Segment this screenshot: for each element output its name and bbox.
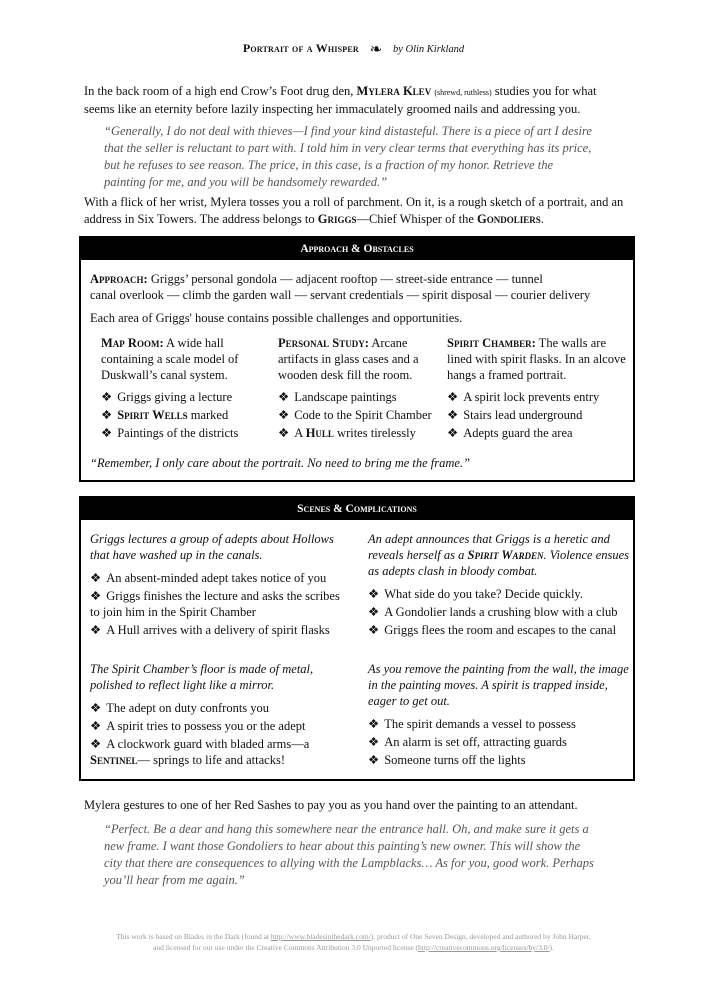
list-item-text: Stairs lead underground xyxy=(463,408,583,422)
footer-line-2 xyxy=(0,942,707,953)
spirit-wells-term: Spirit Wells xyxy=(117,408,188,422)
footer-line-1 xyxy=(0,931,707,942)
scene-intro-text-end: . Violence ensues as adepts clash in bloody combat. xyxy=(368,548,630,578)
chamber-desc xyxy=(447,335,627,385)
bullet-icon: ❖ xyxy=(368,735,380,749)
scene-intro-text: An adept announces that Griggs is a heretic and reveals herself as a xyxy=(368,532,610,562)
list-item xyxy=(90,718,352,734)
list-item-text: A spirit lock prevents entry xyxy=(463,390,600,404)
list-item-text: Adepts guard the area xyxy=(463,426,573,440)
list-item xyxy=(101,389,273,405)
blades-link[interactable]: http://www.bladesinthedark.com/ xyxy=(270,932,371,941)
sentinel-term: Sentinel xyxy=(90,753,138,767)
scene-heretic xyxy=(368,531,630,638)
study-text: Arcane artifacts in glass cases and a wooden desk fill the room. xyxy=(278,336,419,382)
list-item-text: A spirit tries to possess you or the adept xyxy=(106,719,306,733)
list-item xyxy=(368,622,630,638)
list-item-text-end: writes tirelessly xyxy=(333,426,416,440)
list-item-text: The adept on duty confronts you xyxy=(106,701,270,715)
npc-name: Mylera Klev xyxy=(356,84,432,98)
list-item xyxy=(368,716,630,732)
bullet-icon: ❖ xyxy=(101,408,113,422)
map-room-column xyxy=(101,335,273,441)
bullet-icon: ❖ xyxy=(90,589,102,603)
bullet-icon: ❖ xyxy=(368,587,380,601)
bullet-icon: ❖ xyxy=(90,571,102,585)
list-item-text: Griggs giving a lecture xyxy=(117,390,233,404)
bullet-icon: ❖ xyxy=(447,390,459,404)
list-item-text: A xyxy=(294,426,306,440)
list-item xyxy=(90,736,352,768)
footer-text: ), product of One Seven Design, developed and authored by John Harper, xyxy=(370,932,591,941)
list-item xyxy=(368,734,630,750)
list-item xyxy=(90,622,352,638)
list-item-text: Landscape paintings xyxy=(294,390,397,404)
list-item xyxy=(447,389,627,405)
bullet-icon: ❖ xyxy=(368,605,380,619)
bullet-icon: ❖ xyxy=(278,408,290,422)
scene-intro xyxy=(368,531,630,579)
scene-intro: The Spirit Chamber’s floor is made of metal, polished to reflect light like a mirror. xyxy=(90,662,314,692)
list-item-text: Griggs finishes the lecture and asks the scribes to join him in the Spirit Chamber xyxy=(90,589,340,619)
scene-lecture xyxy=(90,531,352,638)
intro-text-end: studies you for what seems like an eternity before lazily inspecting her immaculately groomed nails and addressing you. xyxy=(84,84,597,116)
approach-box xyxy=(79,236,635,482)
study-label: Personal Study: xyxy=(278,336,369,350)
chamber-label: Spirit Chamber: xyxy=(447,336,536,350)
approach-label: Approach: xyxy=(90,272,148,286)
scene-intro: As you remove the painting from the wall, the image in the painting moves. A spirit is trapped inside, eager to get out. xyxy=(368,662,629,708)
parchment-paragraph xyxy=(84,194,624,228)
parchment-text: With a flick of her wrist, Mylera tosses you a roll of parchment. On it, is a rough sketch of a portrait, and an address in Six Towers. The address belongs to xyxy=(84,195,624,226)
spirit-warden-term: Spirit Warden xyxy=(467,548,544,562)
list-item xyxy=(278,389,450,405)
map-room-desc xyxy=(101,335,273,385)
list-item-text: Griggs flees the room and escapes to the canal xyxy=(384,623,617,637)
list-item-text: A Hull arrives with a delivery of spirit flasks xyxy=(106,623,330,637)
scene-chamber-floor xyxy=(90,661,352,768)
study-column xyxy=(278,335,450,441)
study-desc xyxy=(278,335,450,385)
bullet-icon: ❖ xyxy=(101,426,113,440)
bullet-icon: ❖ xyxy=(368,753,380,767)
chamber-text: The walls are lined with spirit flasks. In an alcove hangs a framed portrait. xyxy=(447,336,626,382)
intro-text: In the back room of a high end Crow’s Foot drug den, xyxy=(84,84,357,98)
list-item xyxy=(447,407,627,423)
list-item xyxy=(101,425,273,441)
parchment-text-end: . xyxy=(540,212,544,226)
list-item xyxy=(368,586,630,602)
approach-line-1: Griggs’ personal gondola — adjacent rooftop — street-side entrance — tunnel xyxy=(147,272,543,286)
page-title: Portrait of a Whisper xyxy=(242,41,359,56)
bullet-icon: ❖ xyxy=(368,623,380,637)
scene-intro: Griggs lectures a group of adepts about Hollows that have washed up in the canals. xyxy=(90,532,334,562)
scenes-box-title: Scenes & Complications xyxy=(81,498,633,520)
npc-traits: (shrewd, ruthless) xyxy=(434,88,492,97)
fleuron-icon: ❧ xyxy=(369,42,383,58)
bullet-icon: ❖ xyxy=(278,390,290,404)
list-item xyxy=(90,700,352,716)
approach-box-title: Approach & Obstacles xyxy=(81,238,633,260)
scene-painting xyxy=(368,661,630,768)
bullet-icon: ❖ xyxy=(90,737,102,751)
list-item-text: What side do you take? Decide quickly. xyxy=(384,587,583,601)
list-item xyxy=(90,570,352,586)
bullet-icon: ❖ xyxy=(447,408,459,422)
gondoliers-name: Gondoliers xyxy=(477,212,541,226)
list-item xyxy=(447,425,627,441)
license-link[interactable]: http://creativecommons.org/licenses/by/3.0/ xyxy=(418,943,550,952)
list-item xyxy=(101,407,273,423)
list-item-text: marked xyxy=(187,408,229,422)
bullet-icon: ❖ xyxy=(447,426,459,440)
griggs-name: Griggs xyxy=(317,212,357,226)
scenes-box xyxy=(79,496,635,781)
areas-intro: Each area of Griggs' house contains possible challenges and opportunities. xyxy=(90,311,463,325)
list-item-text: An absent-minded adept takes notice of you xyxy=(106,571,327,585)
hull-term: Hull xyxy=(305,426,334,440)
list-item-text-end: — springs to life and attacks! xyxy=(137,753,286,767)
bullet-icon: ❖ xyxy=(90,701,102,715)
list-item xyxy=(278,425,450,441)
list-item-text: A Gondolier lands a crushing blow with a club xyxy=(384,605,618,619)
list-item-text: Someone turns off the lights xyxy=(384,753,526,767)
page-header xyxy=(0,40,707,59)
portrait-quote: “Remember, I only care about the portrait. No need to bring me the frame.” xyxy=(90,456,471,470)
bullet-icon: ❖ xyxy=(101,390,113,404)
byline: by Olin Kirkland xyxy=(392,44,465,56)
list-item-text: Code to the Spirit Chamber xyxy=(294,408,432,422)
closing-quote: “Perfect. Be a dear and hang this somewhere near the entrance hall. Oh, and make sure it gets a new frame. I want those Gondoliers to hear about this painting’s new owner. This will show the city that there are consequences to allying with the Lampblacks… As for you, good work. Perhaps you’ll hear from me again.” xyxy=(104,822,594,887)
list-item xyxy=(368,752,630,768)
license-footer xyxy=(0,931,707,953)
list-item-text: A clockwork guard with bladed arms—a xyxy=(106,737,310,751)
parchment-text-mid: —Chief Whisper of the xyxy=(356,212,478,226)
list-item xyxy=(368,604,630,620)
outro-paragraph: Mylera gestures to one of her Red Sashes to pay you as you hand over the painting to an attendant. xyxy=(84,798,578,812)
chamber-column xyxy=(447,335,627,441)
map-room-text: A wide hall containing a scale model of Duskwall’s canal system. xyxy=(101,336,239,382)
opening-quote: “Generally, I do not deal with thieves—I find your kind distasteful. There is a piece of art I desire that the seller is reluctant to part with. I told him in very clear terms that everything has its price, but he refuses to see reason. The price, in this case, is a fraction of my honor. Retrieve the painting for me, and you will be handsomely rewarded.” xyxy=(104,124,592,189)
map-room-label: Map Room: xyxy=(101,336,164,350)
bullet-icon: ❖ xyxy=(278,426,290,440)
bullet-icon: ❖ xyxy=(90,719,102,733)
list-item-text: An alarm is set off, attracting guards xyxy=(384,735,567,749)
approach-list xyxy=(90,271,630,303)
bullet-icon: ❖ xyxy=(90,623,102,637)
approach-line-2: canal overlook — climb the garden wall — servant credentials — spirit disposal — courier delivery xyxy=(90,288,591,302)
bullet-icon: ❖ xyxy=(368,717,380,731)
list-item-text: Paintings of the districts xyxy=(117,426,239,440)
list-item xyxy=(90,588,352,620)
list-item-text: The spirit demands a vessel to possess xyxy=(384,717,576,731)
footer-text: This work is based on Blades in the Dark (found at xyxy=(116,932,271,941)
intro-paragraph xyxy=(84,83,624,118)
footer-text: ). xyxy=(549,943,554,952)
list-item xyxy=(278,407,450,423)
footer-text: and licensed for our use under the Creative Commons Attribution 3.0 Unported license ( xyxy=(153,943,419,952)
